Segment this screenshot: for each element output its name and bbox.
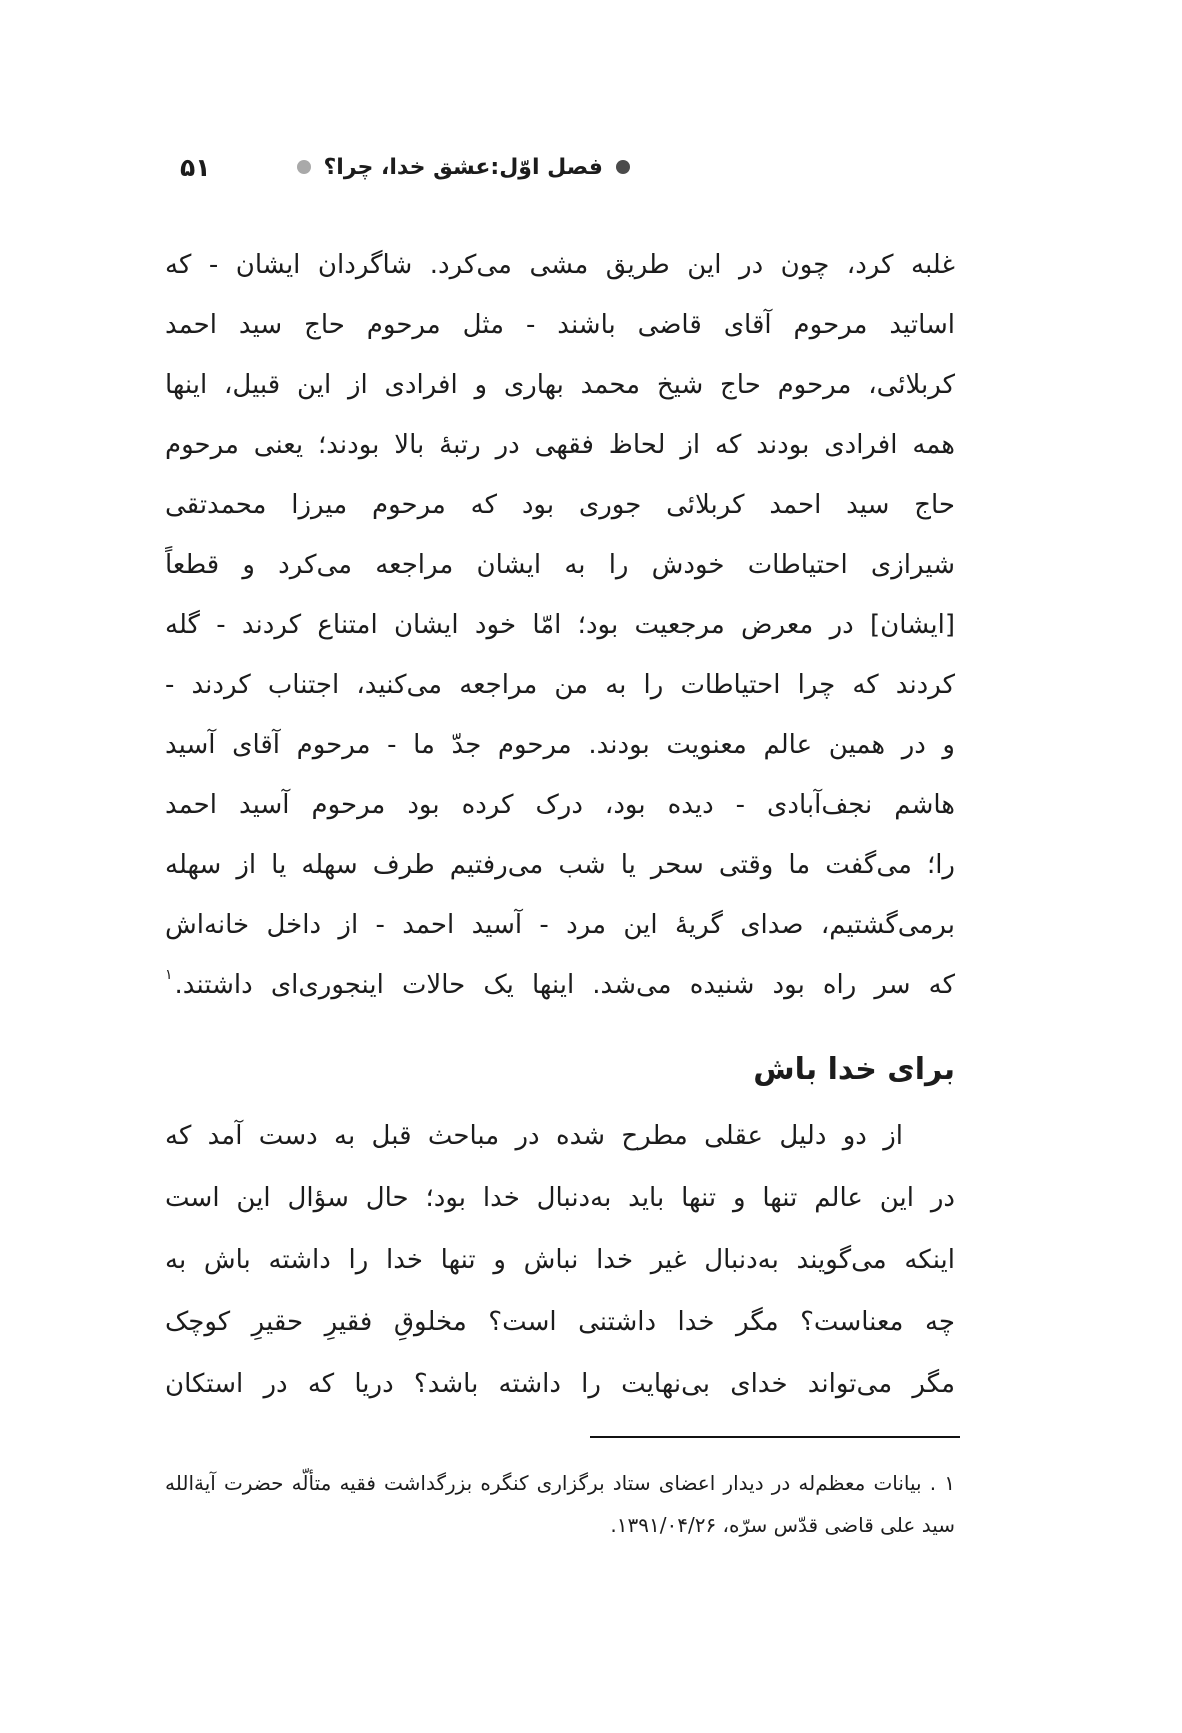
footnote — [165, 1462, 955, 1546]
paragraph-line: در این عالم تنها و تنها باید به‌دنبال خدا بود؛ حال سؤال این است — [165, 1183, 955, 1213]
paragraph-line: هاشم نجف‌آبادی - دیده بود، درک کرده بود مرحوم آسید احمد — [165, 790, 955, 820]
page-number: ۵۱ — [180, 152, 211, 182]
paragraph-line: اینکه می‌گویند به‌دنبال غیر خدا نباش و تنها خدا را داشته باش به — [165, 1245, 955, 1275]
paragraph-line: مگر می‌تواند خدای بی‌نهایت را داشته باشد؟ دریا که در استکان — [165, 1369, 955, 1399]
paragraph-line: از دو دلیل عقلی مطرح شده در مباحث قبل به دست آمد که — [165, 1121, 903, 1151]
paragraph-line: همه افرادی بودند که از لحاظ فقهی در رتبهٔ بالا بودند؛ یعنی مرحوم — [165, 430, 955, 460]
paragraph-line: برمی‌گشتیم، صدای گریهٔ این مرد - آسید احمد - از داخل خانه‌اش — [165, 910, 955, 940]
paragraph-1 — [165, 235, 955, 1015]
paragraph-line: چه معناست؟ مگر خدا داشتنی است؟ مخلوقِ فقیرِ حقیرِ کوچک — [165, 1307, 955, 1337]
paragraph-line: شیرازی احتیاطات خودش را به ایشان مراجعه می‌کرد و قطعاً — [165, 550, 955, 580]
section-heading: برای خدا باش — [753, 1052, 955, 1087]
paragraph-line: غلبه کرد، چون در این طریق مشی می‌کرد. شاگردان ایشان - که — [165, 250, 955, 280]
main-text-block — [165, 235, 955, 1415]
paragraph-line: حاج سید احمد کربلائی جوری بود که مرحوم میرزا محمدتقی — [165, 490, 955, 520]
paragraph-line: [ایشان] در معرض مرجعیت بود؛ امّا خود ایشان امتناع کردند - گله — [165, 610, 955, 640]
header-bullet-left-icon — [297, 160, 311, 174]
paragraph-line-text: که سر راه بود شنیده می‌شد. اینها یک حالات اینجوری‌ای داشتند. — [174, 970, 955, 1000]
paragraph-line: اساتید مرحوم آقای قاضی باشند - مثل مرحوم حاج سید احمد — [165, 310, 955, 340]
paragraph-line — [165, 955, 955, 1015]
footnote-reference: ۱ — [165, 967, 173, 983]
paragraph-line: را؛ می‌گفت ما وقتی سحر یا شب می‌رفتیم طرف سهله یا از سهله — [165, 850, 955, 880]
page-header — [180, 148, 630, 186]
paragraph-line: کربلائی، مرحوم حاج شیخ محمد بهاری و افرادی از این قبیل، اینها — [165, 370, 955, 400]
footnote-line: ۱ . بیانات معظم‌له در دیدار اعضای ستاد برگزاری کنگره بزرگداشت فقیه متألّه حضرت آیة‌الله — [165, 1471, 955, 1495]
paragraph-line: و در همین عالم معنویت بودند. مرحوم جدّ ما - مرحوم آقای آسید — [165, 730, 955, 760]
footnote-line: سید علی قاضی قدّس سرّه، ۱۳۹۱/۰۴/۲۶. — [610, 1513, 955, 1537]
footnote-divider — [590, 1436, 960, 1438]
chapter-title: فصل اوّل:عشق خدا، چرا؟ — [323, 154, 603, 180]
header-bullet-right-icon — [616, 160, 630, 174]
paragraph-2 — [165, 1105, 955, 1415]
paragraph-line: کردند که چرا احتیاطات را به من مراجعه می‌کنید، اجتناب کردند - — [165, 670, 955, 700]
